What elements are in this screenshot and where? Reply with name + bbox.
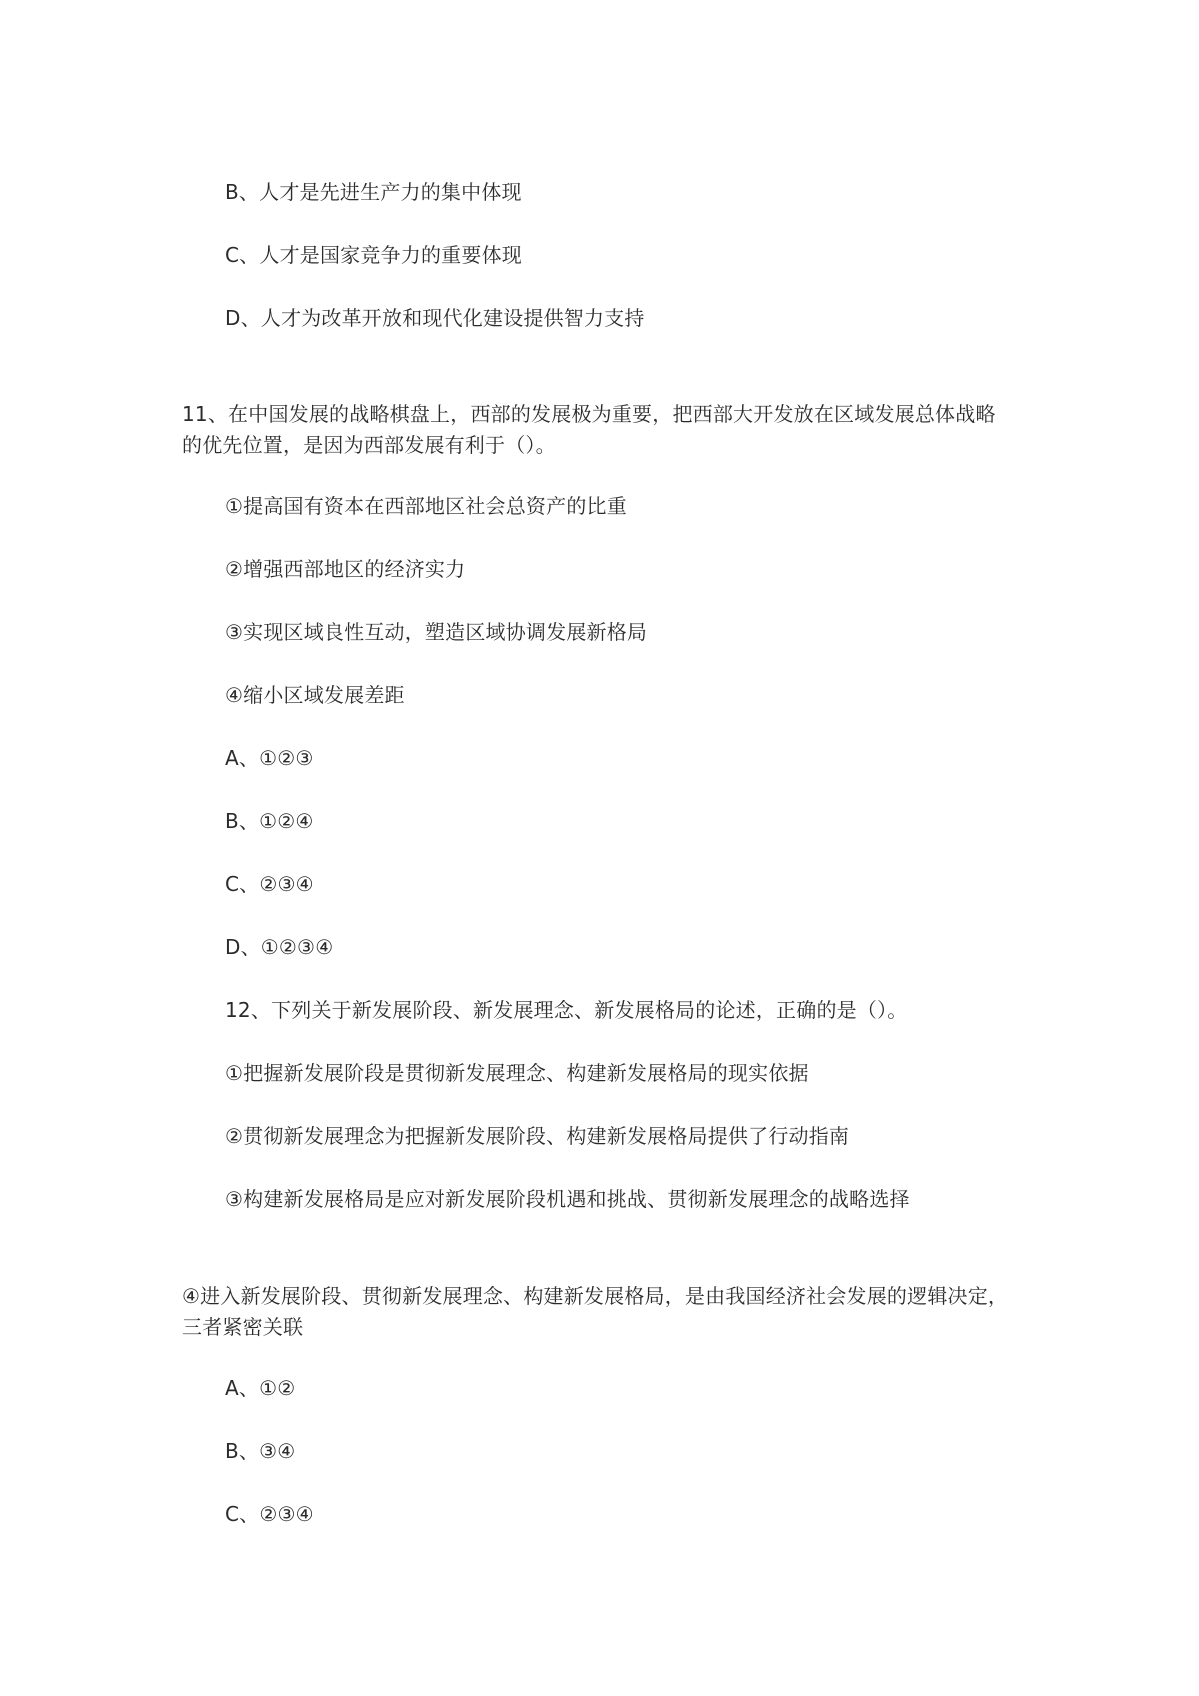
q12-statement-3: ③构建新发展格局是应对新发展阶段机遇和挑战、贯彻新发展理念的战略选择 [225,1187,910,1211]
q10-option-d: D、人才为改革开放和现代化建设提供智力支持 [225,306,645,330]
q11-option-d: D、①②③④ [225,935,334,959]
q11-option-a: A、①②③ [225,746,314,770]
q12-option-c: C、②③④ [225,1502,314,1526]
q12-stem: 12、下列关于新发展阶段、新发展理念、新发展格局的论述，正确的是（）。 [225,998,908,1022]
q12-statement-1: ①把握新发展阶段是贯彻新发展理念、构建新发展格局的现实依据 [225,1061,809,1085]
q12-option-b: B、③④ [225,1439,296,1463]
q10-option-c: C、人才是国家竞争力的重要体现 [225,243,522,267]
q11-option-c: C、②③④ [225,872,314,896]
q12-option-a: A、①② [225,1376,296,1400]
q11-statement-4: ④缩小区域发展差距 [225,683,405,707]
q10-option-b: B、人才是先进生产力的集中体现 [225,180,522,204]
q11-option-b: B、①②④ [225,809,314,833]
q11-statement-1: ①提高国有资本在西部地区社会总资产的比重 [225,494,627,518]
q11-stem: 11、在中国发展的战略棋盘上，西部的发展极为重要，把西部大开发放在区域发展总体战略的优先位置，是因为西部发展有利于（）。 [182,402,996,457]
q11-statement-2: ②增强西部地区的经济实力 [225,557,466,581]
q12-statement-4: ④进入新发展阶段、贯彻新发展理念、构建新发展格局，是由我国经济社会发展的逻辑决定，三者紧密关联 [182,1284,1009,1339]
q11-statement-3: ③实现区域良性互动，塑造区域协调发展新格局 [225,620,648,644]
q12-statement-2: ②贯彻新发展理念为把握新发展阶段、构建新发展格局提供了行动指南 [225,1124,850,1148]
